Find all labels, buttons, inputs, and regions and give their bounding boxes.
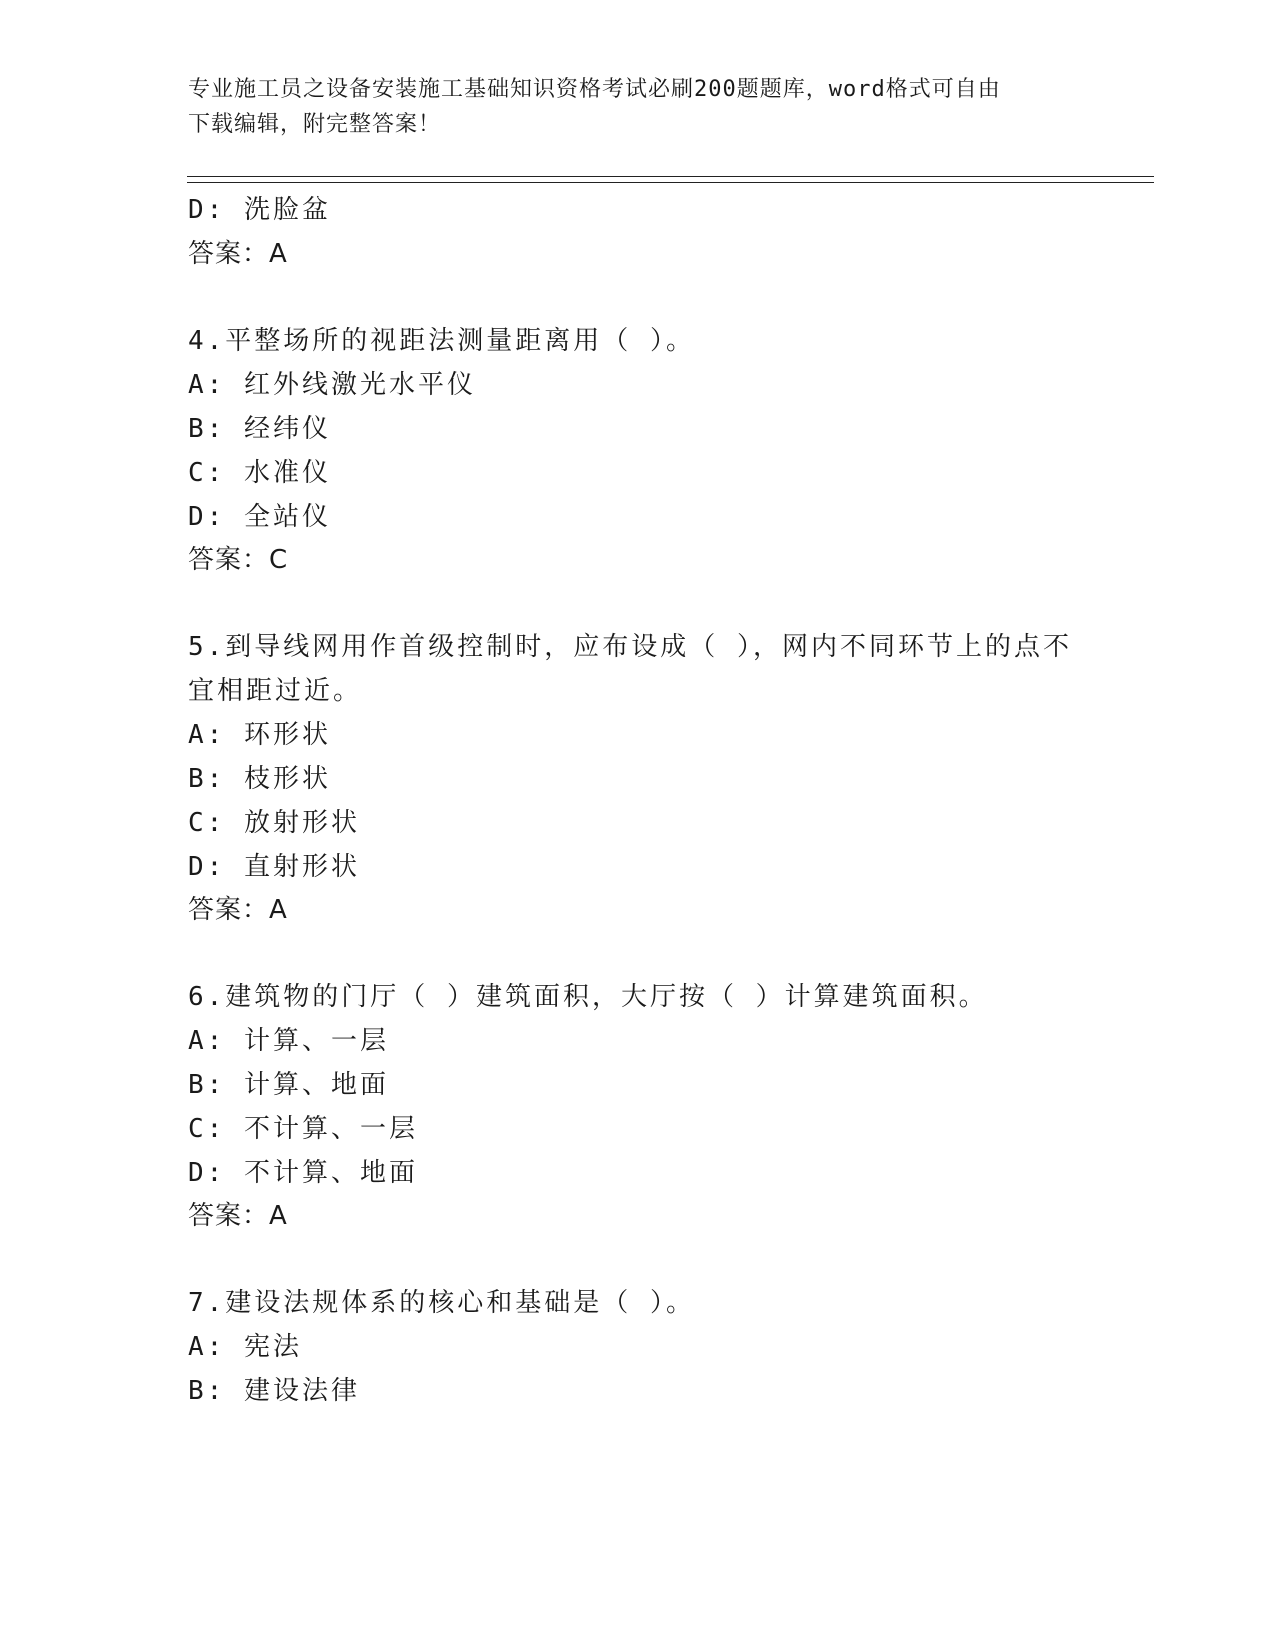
q6-option-a: A: 计算、一层 (188, 1026, 389, 1056)
q5-option-a: A: 环形状 (188, 720, 331, 750)
q5-answer: 答案：A (188, 895, 288, 925)
q4-option-d: D: 全站仪 (188, 502, 331, 532)
q6-option-c: C: 不计算、一层 (188, 1114, 418, 1144)
q7-option-a: A: 宪法 (188, 1332, 302, 1362)
q5-stem-line-1: 5.到导线网用作首级控制时，应布设成（ ），网内不同环节上的点不 (188, 632, 1072, 662)
q5-option-b: B: 枝形状 (188, 764, 331, 794)
q6-stem: 6.建筑物的门厅（ ）建筑面积，大厅按（ ）计算建筑面积。 (188, 982, 988, 1012)
q3-option-d: D: 洗脸盆 (188, 195, 331, 225)
q3-answer: 答案：A (188, 239, 288, 269)
q5-option-d: D: 直射形状 (188, 852, 360, 882)
q5-stem-line-2: 宜相距过近。 (188, 676, 363, 706)
q6-option-d: D: 不计算、地面 (188, 1158, 418, 1188)
q7-stem: 7.建设法规体系的核心和基础是（ ）。 (188, 1288, 695, 1318)
q7-option-b: B: 建设法律 (188, 1376, 360, 1406)
header-title-line-1: 专业施工员之设备安装施工基础知识资格考试必刷200题题库，word格式可自由 (188, 77, 1001, 102)
header-divider-top (187, 176, 1154, 177)
q6-option-b: B: 计算、地面 (188, 1070, 389, 1100)
q4-option-c: C: 水准仪 (188, 458, 331, 488)
q4-option-a: A: 红外线激光水平仪 (188, 370, 476, 400)
q4-answer: 答案：C (188, 545, 289, 575)
q6-answer: 答案：A (188, 1201, 288, 1231)
q5-option-c: C: 放射形状 (188, 808, 360, 838)
q4-stem: 4.平整场所的视距法测量距离用（ ）。 (188, 326, 695, 356)
q4-option-b: B: 经纬仪 (188, 414, 331, 444)
header-divider-bottom (187, 182, 1154, 183)
document-header (188, 72, 1068, 142)
header-title-line-2: 下载编辑，附完整答案！ (188, 112, 442, 137)
